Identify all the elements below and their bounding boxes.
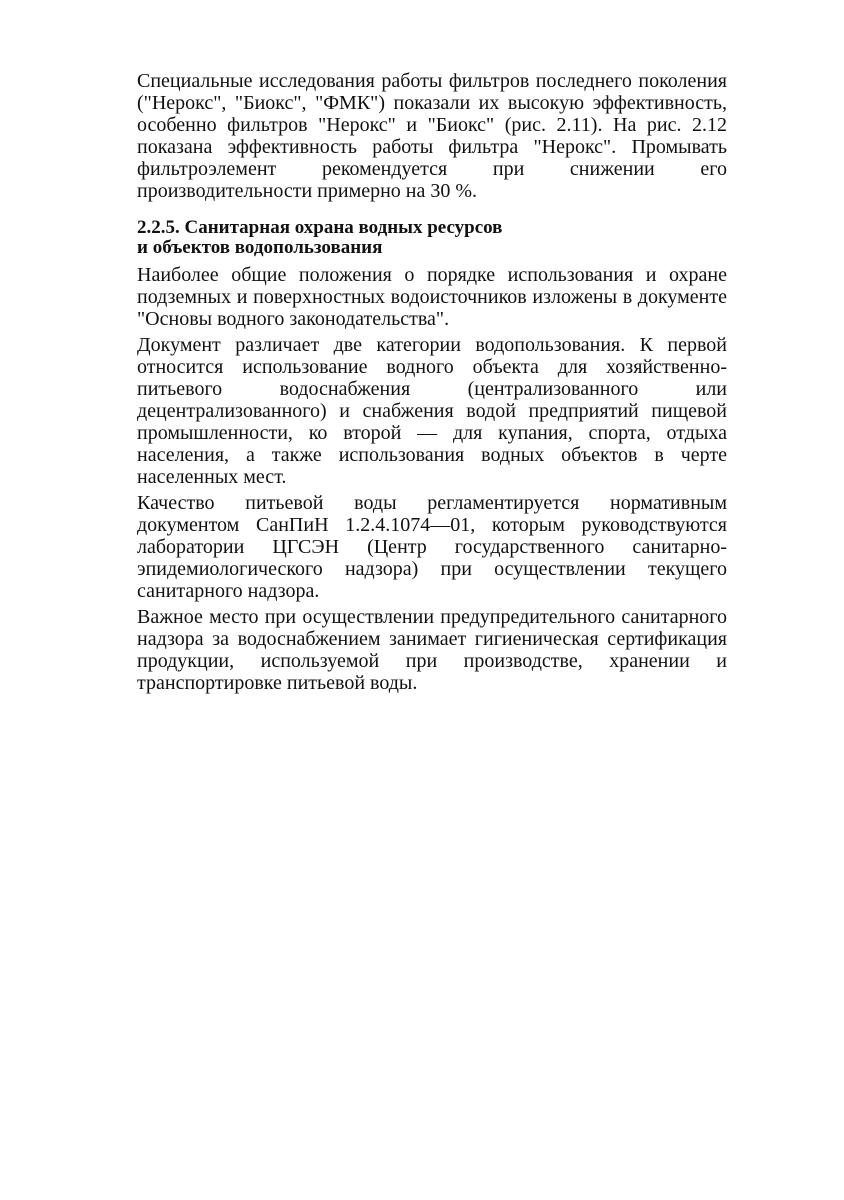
- paragraph-hygienic-certification: Важное место при осуществлении предупредительного санитарного надзора за водоснабжением занимает гигиеническая сертификация продукции, используемой при производстве, хранении и транспортировке питьевой воды.: [137, 606, 727, 694]
- section-heading: [137, 218, 727, 258]
- document-body: [137, 70, 727, 698]
- paragraph-water-use-categories: Документ различает две категории водопользования. К первой относится использование водного объекта для хозяйственно-питьевого водоснабжения (централизованного или децентрализованного) и снабжения водой предприятий пищевой промышленности, ко второй — для купания, спорта, отдыха населения, а также использования водных объектов в черте населенных мест.: [137, 334, 727, 488]
- section-heading-line-1: 2.2.5. Санитарная охрана водных ресурсов: [137, 217, 503, 238]
- section-heading-line-2: и объектов водопользования: [137, 237, 383, 258]
- paragraph-general-provisions: Наиболее общие положения о порядке использования и охране подземных и поверхностных водоисточников изложены в документе "Основы водного законодательства".: [137, 264, 727, 330]
- paragraph-water-quality-regulation: Качество питьевой воды регламентируется нормативным документом СанПиН 1.2.4.1074—01, которым руководствуются лаборатории ЦГСЭН (Центр государственного санитарно-эпидемиологического надзора) при осуществлении текущего санитарного надзора.: [137, 492, 727, 602]
- paragraph-filters-research: Специальные исследования работы фильтров последнего поколения ("Нерокс", "Биокс", "ФМК") показали их высокую эффективность, особенно фильтров "Нерокс" и "Биокс" (рис. 2.11). На рис. 2.12 показана эффективность работы фильтра "Нерокс". Промывать фильтроэлемент рекомендуется при снижении его производительности примерно на 30 %.: [137, 70, 727, 202]
